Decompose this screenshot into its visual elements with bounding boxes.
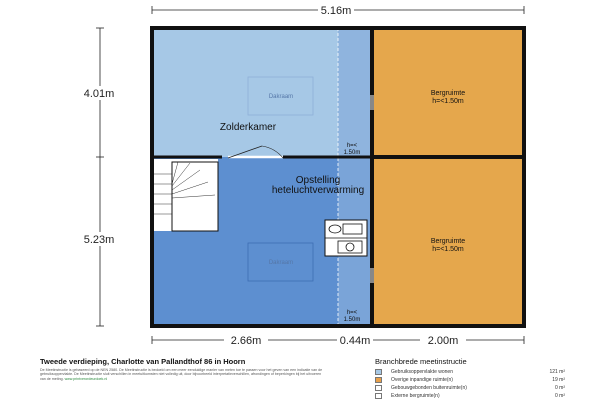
bottom-dimension [152, 333, 524, 347]
legend-label: Overige inpandige ruimte(n) [391, 377, 453, 383]
room-label-storage-bottom-line1: Bergruimte [430, 238, 466, 245]
legend-row [375, 384, 565, 392]
legend-row [375, 392, 565, 400]
heating-unit [325, 220, 367, 256]
room-label-storage-top-line1: Bergruimte [430, 90, 466, 97]
footer [40, 355, 565, 400]
height-note-bottom-line1: h=< [346, 310, 358, 316]
legend-label: Gebouwgebonden buitenruimte(n) [391, 385, 467, 391]
floor-title: Tweede verdieping, Charlotte van Pallandthof 86 in Hoorn [40, 357, 246, 366]
height-note-top-line1: h=< [346, 143, 358, 149]
room-label-opstelling-line1: Opstelling [295, 175, 341, 186]
height-note-top-line2: 1.50m [343, 150, 361, 156]
skylight-bottom-label: Dakraam [268, 260, 294, 266]
room-label-storage-top-line2: h=<1.50m [432, 98, 464, 105]
height-note-bottom-line2: 1.50m [343, 317, 361, 323]
legend-value: 121 m² [549, 369, 565, 375]
legend-title: Branchbrede meetinstructie [375, 357, 467, 366]
dimension-upper-height: 4.01m [83, 88, 115, 100]
dimension-bottom-mid: 0.44m [339, 335, 371, 347]
dimension-bottom-left: 2.66m [230, 335, 262, 347]
zolderkamer-low-zone [338, 28, 372, 157]
legend-swatch [375, 385, 382, 391]
legend-value: 0 m² [555, 393, 565, 399]
legend-value: 0 m² [555, 385, 565, 391]
disclaimer-link[interactable]: www.printverordeurdoek.nl [64, 376, 108, 381]
disclaimer [40, 368, 325, 381]
room-label-opstelling-line2: heteluchtverwarming [271, 185, 365, 196]
dimension-lower-height: 5.23m [83, 234, 115, 246]
legend-label: Externe bergruimte(n) [391, 393, 440, 399]
disclaimer-text: De Meetinstructie is gebaseerd op de NEN 2580. De Meetinstructie is bedoeld om een meer eenduidige manier van meten toe te passen voor het geven van een indicatie van de gebruiksoppervlakte. De Meetinstructie sluit verschillen in meetuitkomsten niet volledig uit, door bijvoorbeeld interpretatieverschillen, afrondingen of beperkingen bij het uitvoeren van de meting. [40, 368, 323, 381]
legend-value: 19 m² [552, 377, 565, 383]
room-label-storage-bottom-line2: h=<1.50m [432, 246, 464, 253]
left-dimension [76, 28, 122, 326]
staircase [152, 159, 218, 231]
legend-row [375, 368, 565, 376]
dimension-total-width: 5.16m [320, 5, 352, 17]
dimension-bottom-right: 2.00m [427, 335, 459, 347]
legend-swatch [375, 393, 382, 399]
top-dimension [152, 3, 524, 17]
legend-swatch [375, 377, 382, 383]
skylight-top-label: Dakraam [268, 94, 294, 100]
legend-swatch [375, 369, 382, 375]
legend-row [375, 376, 565, 384]
legend-label: Gebruiksoppervlakte wonen [391, 369, 453, 375]
room-label-zolderkamer: Zolderkamer [219, 122, 277, 133]
zolderkamer-fill [152, 28, 338, 157]
